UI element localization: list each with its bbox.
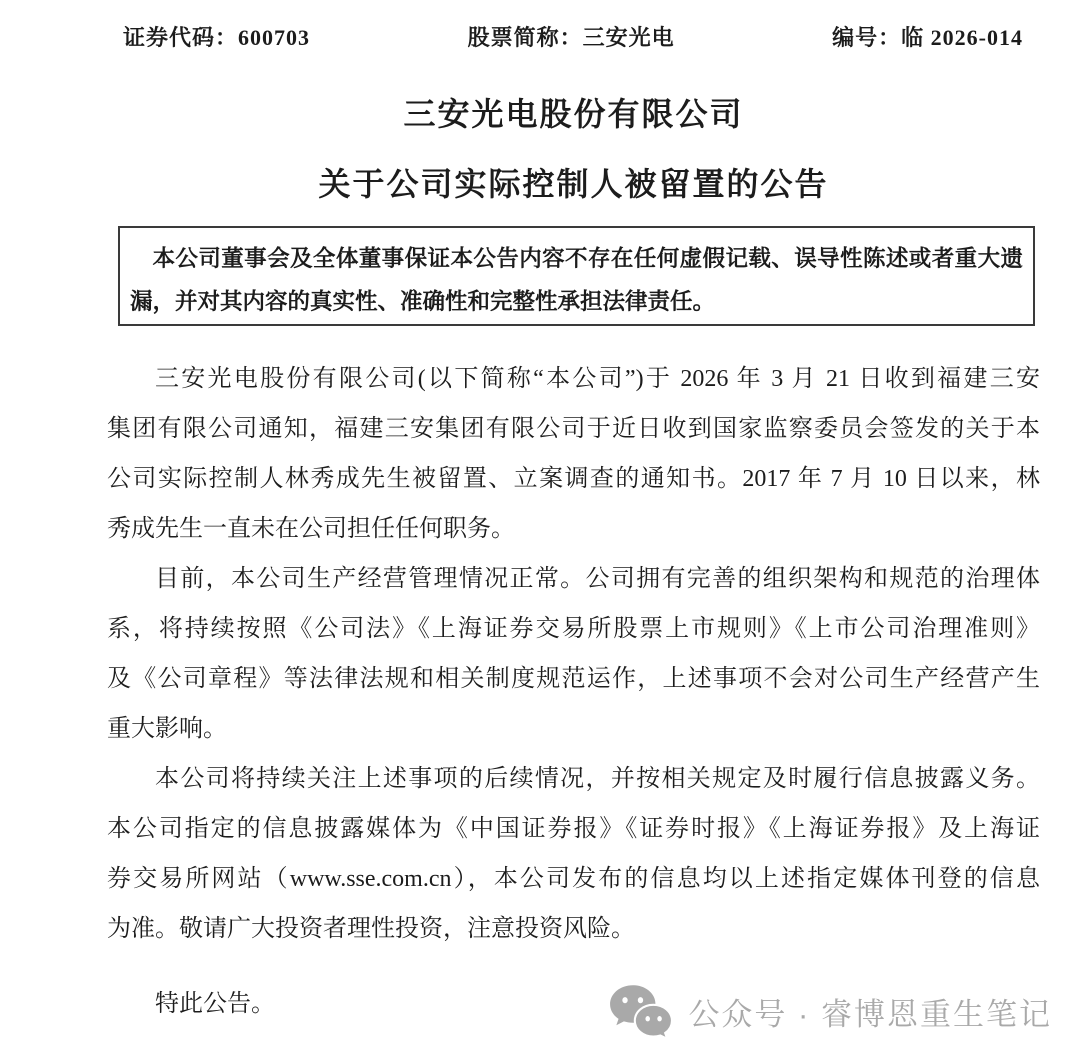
body-line: 券交易所网站（www.sse.com.cn），本公司发布的信息均以上述指定媒体刊登的信息 (107, 866, 1040, 892)
body-line: 公司实际控制人林秀成先生被留置、立案调查的通知书。2017 年 7 月 10 日以来，林 (107, 466, 1040, 492)
disclaimer-line: 漏，并对其内容的真实性、准确性和完整性承担法律责任。 (130, 289, 716, 314)
body-line: 三安光电股份有限公司(以下简称“本公司”)于 2026 年 3 月 21 日收到福建三安 (155, 366, 1040, 392)
body-line: 系，将持续按照《公司法》《上海证券交易所股票上市规则》《上市公司治理准则》 (107, 616, 1040, 642)
body-line: 本公司将持续关注上述事项的后续情况，并按相关规定及时履行信息披露义务。 (155, 766, 1040, 792)
announcement-number: 编号：临 2026-014 (832, 25, 1023, 50)
closing-statement: 特此公告。 (155, 991, 275, 1017)
body-line: 为准。敬请广大投资者理性投资，注意投资风险。 (107, 916, 635, 942)
watermark-text: 公众号 · 睿博恩重生笔记 (688, 996, 1052, 1032)
stock-code: 证券代码：600703 (123, 25, 311, 50)
company-name-title: 三安光电股份有限公司 (403, 96, 744, 132)
body-line: 集团有限公司通知，福建三安集团有限公司于近日收到国家监察委员会签发的关于本 (107, 416, 1040, 442)
body-line: 本公司指定的信息披露媒体为《中国证券报》《证券时报》《上海证券报》及上海证 (107, 816, 1040, 842)
wechat-watermark (608, 982, 1052, 1040)
stock-short-name: 股票简称：三安光电 (467, 25, 675, 50)
announcement-subject-title: 关于公司实际控制人被留置的公告 (318, 166, 829, 202)
disclaimer-line: 本公司董事会及全体董事保证本公告内容不存在任何虚假记载、误导性陈述或者重大遗 (152, 246, 1023, 271)
body-line: 目前，本公司生产经营管理情况正常。公司拥有完善的组织架构和规范的治理体 (155, 566, 1040, 592)
announcement-body (107, 354, 1040, 954)
body-line: 重大影响。 (107, 716, 227, 742)
body-line: 秀成先生一直未在公司担任任何职务。 (107, 516, 515, 542)
body-line: 及《公司章程》等法律法规和相关制度规范运作，上述事项不会对公司生产经营产生 (107, 666, 1040, 692)
disclaimer-box (118, 226, 1035, 326)
document-header (0, 0, 1080, 52)
wechat-icon (608, 982, 674, 1040)
